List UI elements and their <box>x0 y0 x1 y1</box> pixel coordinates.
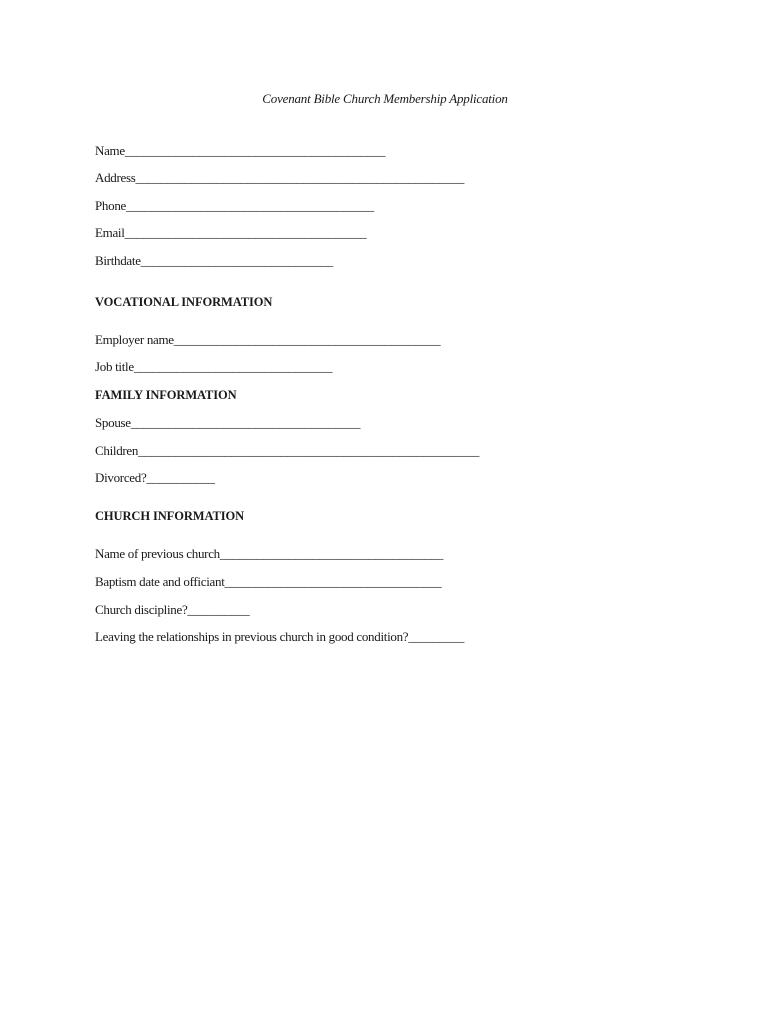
children-field[interactable]: Children_______________________________________________________ <box>95 443 480 458</box>
form-title: Covenant Bible Church Membership Application <box>262 91 508 106</box>
family-heading: FAMILY INFORMATION <box>95 388 237 402</box>
birthdate-field[interactable]: Birthdate_______________________________ <box>95 253 333 268</box>
previous-church-field[interactable]: Name of previous church____________________________________ <box>95 546 444 561</box>
job-title-field[interactable]: Job title________________________________ <box>95 359 333 374</box>
baptism-field[interactable]: Baptism date and officiant___________________________________ <box>95 574 442 589</box>
relationships-field[interactable]: Leaving the relationships in previous church in good condition?_________ <box>95 629 465 644</box>
divorced-field[interactable]: Divorced?___________ <box>95 470 215 485</box>
church-heading: CHURCH INFORMATION <box>95 509 245 523</box>
spouse-field[interactable]: Spouse_____________________________________ <box>95 415 361 430</box>
employer-name-field[interactable]: Employer name___________________________________________ <box>95 332 441 347</box>
church-discipline-field[interactable]: Church discipline?__________ <box>95 602 250 617</box>
vocational-heading: VOCATIONAL INFORMATION <box>95 295 273 309</box>
phone-field[interactable]: Phone________________________________________ <box>95 198 375 213</box>
address-field[interactable]: Address_____________________________________________________ <box>95 170 465 185</box>
name-field[interactable]: Name__________________________________________ <box>95 143 386 158</box>
email-field[interactable]: Email_______________________________________ <box>95 225 367 240</box>
